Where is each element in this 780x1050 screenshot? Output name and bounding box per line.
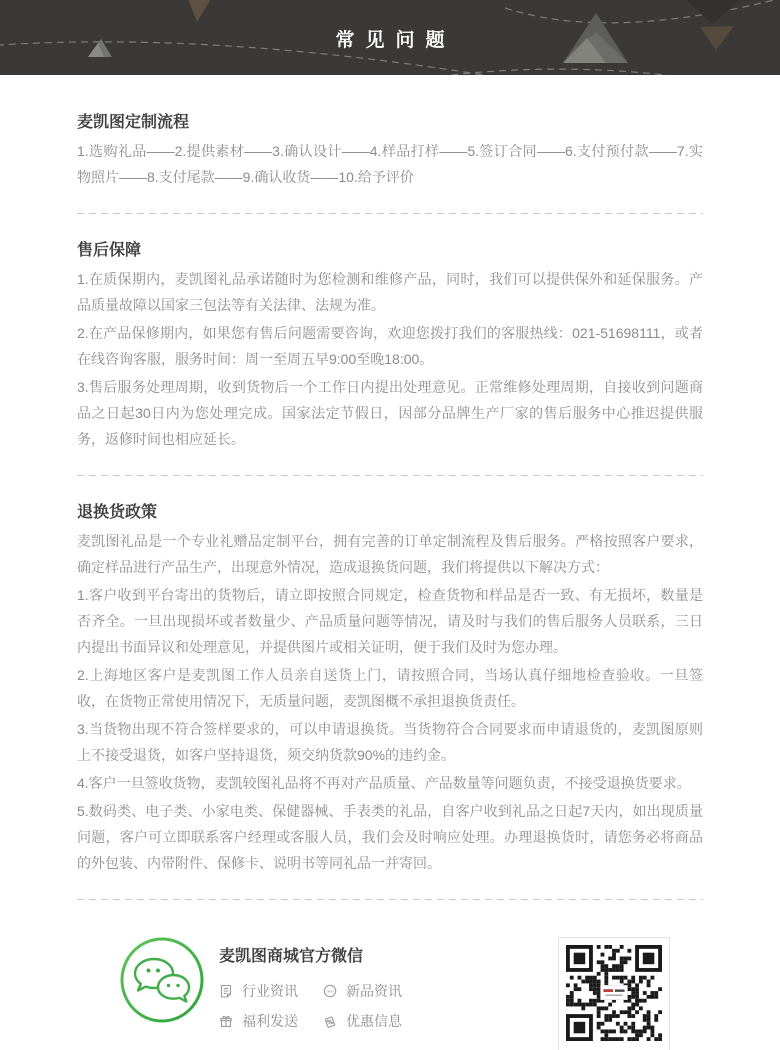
svg-text:new: new (326, 988, 334, 994)
feature-item-promotions (323, 1011, 402, 1031)
feature-item-new-products (323, 981, 402, 1001)
section-returns-policy (77, 499, 703, 876)
aftersale-paragraph: 2.在产品保修期内，如果您有售后问题需要咨询，欢迎您拨打我们的客服热线：021-51698111，或者在线咨询客服，服务时间：周一至周五早9:00至晚18:00。 (77, 325, 703, 367)
qr-code (558, 937, 670, 1050)
qr-code-svg (566, 945, 662, 1041)
process-steps-text: 1.选购礼品——2.提供素材——3.确认设计——4.样品打样——5.签订合同——6.支付预付款——7.实物照片——8.支付尾款——9.确认收货——10.给予评价 (77, 143, 703, 185)
returns-paragraph: 2.上海地区客户是麦凯图工作人员亲自送货上门，请按照合同，当场认真仔细地检查验收。一旦签收，在货物正常使用情况下，无质量问题，麦凯图概不承担退换货责任。 (77, 667, 703, 709)
section-heading: 麦凯图定制流程 (77, 114, 190, 131)
wechat-feature-grid (219, 981, 402, 1031)
feature-label: 新品资讯 (346, 983, 402, 999)
section-aftersale (77, 237, 703, 452)
feature-item-industry-news (219, 981, 323, 1001)
wechat-icon (118, 937, 206, 1023)
wechat-account-title: 麦凯图商城官方微信 (219, 948, 364, 965)
wechat-footer (0, 923, 780, 1050)
aftersale-paragraph: 1.在质保期内，麦凯图礼品承诺随时为您检测和维修产品，同时，我们可以提供保外和延保服务。产品质量故障以国家三包法等有关法律、法规为准。 (77, 271, 703, 313)
returns-paragraph: 5.数码类、电子类、小家电类、保健器械、手表类的礼品，自客户收到礼品之日起7天内，如出现质量问题，客户可立即联系客户经理或客服人员，我们会及时响应处理。办理退换货时，请您务必将商品的外包装、内带附件、保修卡、说明书等同礼品一并寄回。 (77, 803, 703, 871)
section-custom-process (77, 109, 703, 190)
coupon-icon (323, 1014, 337, 1028)
returns-paragraph: 1.客户收到平台寄出的货物后，请立即按照合同规定，检查货物和样品是否一致、有无损坏，数量是否齐全。一旦出现损坏或者数量少、产品质量问题等情况，请及时与我们的售后服务人员联系，三日内提出书面异议和处理意见，并提供图片或相关证明，便于我们及时为您办理。 (77, 587, 703, 655)
wechat-info (219, 943, 402, 1031)
page-title: 常见问题 (335, 30, 456, 51)
aftersale-paragraph: 3.售后服务处理周期，收到货物后一个工作日内提出处理意见。正常维修处理周期，自接收到问题商品之日起30日内为您处理完成。国家法定节假日，因部分品牌生产厂家的售后服务中心推迟提供服务，返修时间也相应延长。 (77, 379, 703, 447)
feature-label: 行业资讯 (242, 983, 298, 999)
faq-content (0, 75, 780, 900)
feature-label: 福利发送 (242, 1013, 298, 1029)
feature-label: 优惠信息 (346, 1013, 402, 1029)
document-icon (219, 984, 233, 998)
section-heading: 退换货政策 (77, 504, 158, 521)
new-badge-icon (323, 984, 337, 998)
returns-paragraph: 4.客户一旦签收货物，麦凯较图礼品将不再对产品质量、产品数量等问题负责，不接受退换货要求。 (77, 775, 691, 791)
returns-intro: 麦凯图礼品是一个专业礼赠品定制平台，拥有完善的订单定制流程及售后服务。严格按照客户要求，确定样品进行产品生产，出现意外情况，造成退换货问题，我们将提供以下解决方式： (77, 533, 703, 575)
feature-item-benefits (219, 1011, 323, 1031)
gift-icon (219, 1014, 233, 1028)
dashed-divider (77, 213, 703, 214)
page-header (0, 0, 780, 75)
dashed-divider (77, 475, 703, 476)
returns-paragraph: 3.当货物出现不符合签样要求的，可以申请退换货。当货物符合合同要求而申请退货的，麦凯图原则上不接受退货，如客户坚持退货，须交纳货款90%的违约金。 (77, 721, 703, 763)
section-heading: 售后保障 (77, 242, 142, 259)
dashed-divider (77, 899, 703, 900)
